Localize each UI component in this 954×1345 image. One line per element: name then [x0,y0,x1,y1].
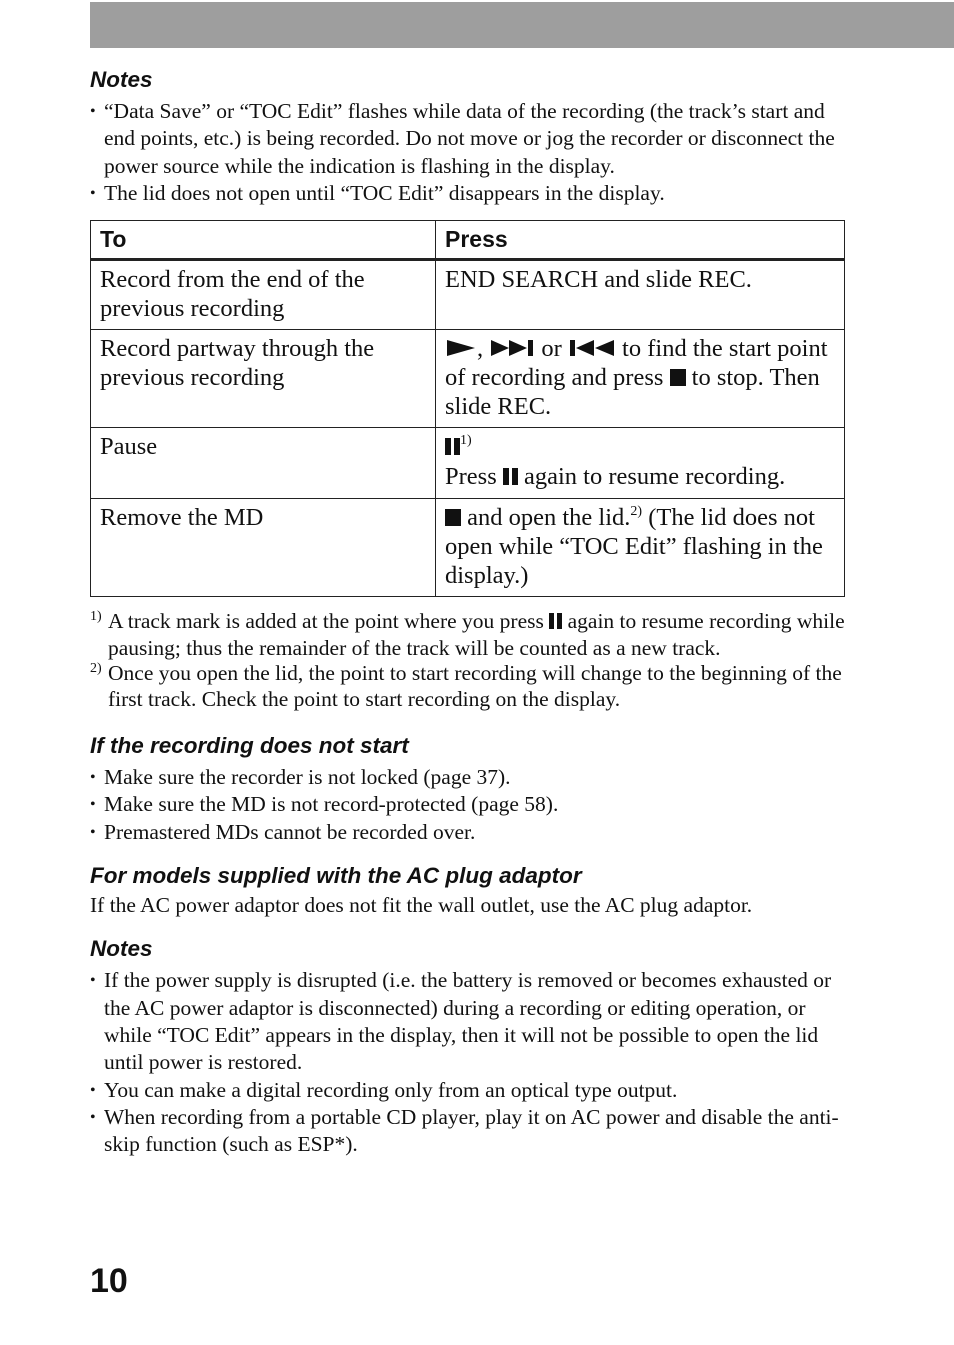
list-item: • If the power supply is disrupted (i.e. the battery is removed or becomes exhausted or the AC power adaptor is disconnected) during a recording or editing operation, or while “TOC Edit” appears in the display, then it will not be possible to open the lid until power is restored. [90,968,832,1075]
pause-icon [503,463,518,492]
table-cell-press: $^{1)}$ Press again to resume recording. [436,428,845,499]
footnote: 2) Once you open the lid, the point to start recording will change to the beginning of the first track. Check the point to start recording on the display. [90,661,842,711]
ac-plug-heading: For models supplied with the AC plug adaptor [90,863,582,889]
next-track-icon [489,338,535,358]
operations-table [90,220,845,597]
table-row [91,260,845,330]
list-item: • The lid does not open until “TOC Edit” disappears in the display. [90,180,665,205]
ac-plug-text: If the AC power adaptor does not fit the wall outlet, use the AC plug adaptor. [90,893,753,918]
no-start-heading: If the recording does not start [90,733,409,759]
notes-list [90,98,846,207]
table-cell-to: Record from the end of the previous recording [91,260,436,330]
table-cell-to: Record partway through the previous recording [91,330,436,428]
table-row [91,499,845,597]
table-cell-press: and open the lid.$^{2)}$ (The lid does not open while “TOC Edit” flashing in the display.) [436,499,845,597]
table-row [91,428,845,499]
page-content [90,66,846,1158]
list-item: • When recording from a portable CD player, play it on AC power and disable the anti-skip function (such as ESP*). [90,1104,839,1157]
notes-list [90,967,846,1158]
table-cell-press: , or to find the start point of recording and press to stop. Then slide REC. [436,330,845,428]
table-cell-to: Remove the MD [91,499,436,597]
no-start-list [90,764,846,846]
column-header-press: Press [436,221,845,260]
previous-track-icon [568,338,616,358]
table-cell-press: END SEARCH and slide REC. [436,260,845,330]
footnote: 1) A track mark is added at the point where you press again to resume recording while pausing; thus the remainder of the track will be counted as a new track. [90,609,845,660]
footnote-ref: 1) [460,433,472,449]
stop-icon [445,509,461,526]
pause-icon [445,433,460,462]
list-item: • Premastered MDs cannot be recorded over. [90,819,476,844]
column-header-to: To [91,221,436,260]
list-item: • You can make a digital recording only from an optical type output. [90,1077,678,1102]
list-item: • Make sure the MD is not record-protected (page 58). [90,792,559,817]
table-row [91,330,845,428]
notes-heading: Notes [90,67,153,92]
table-cell-to: Pause [91,428,436,499]
notes-heading: Notes [90,936,153,962]
list-item: • “Data Save” or “TOC Edit” flashes while data of the recording (the track’s start and end points, etc.) is being recorded. Do not move or jog the recorder or disconnect the power source while the indication is flashing in the display. [90,99,835,178]
header-bar [90,2,954,48]
page-number: 10 [90,1262,128,1300]
stop-icon [670,369,686,386]
table-footnotes [90,609,846,712]
play-icon [445,338,477,358]
footnote-ref: 2) [630,504,643,520]
pause-icon [549,610,562,636]
list-item: • Make sure the recorder is not locked (page 37). [90,765,511,790]
